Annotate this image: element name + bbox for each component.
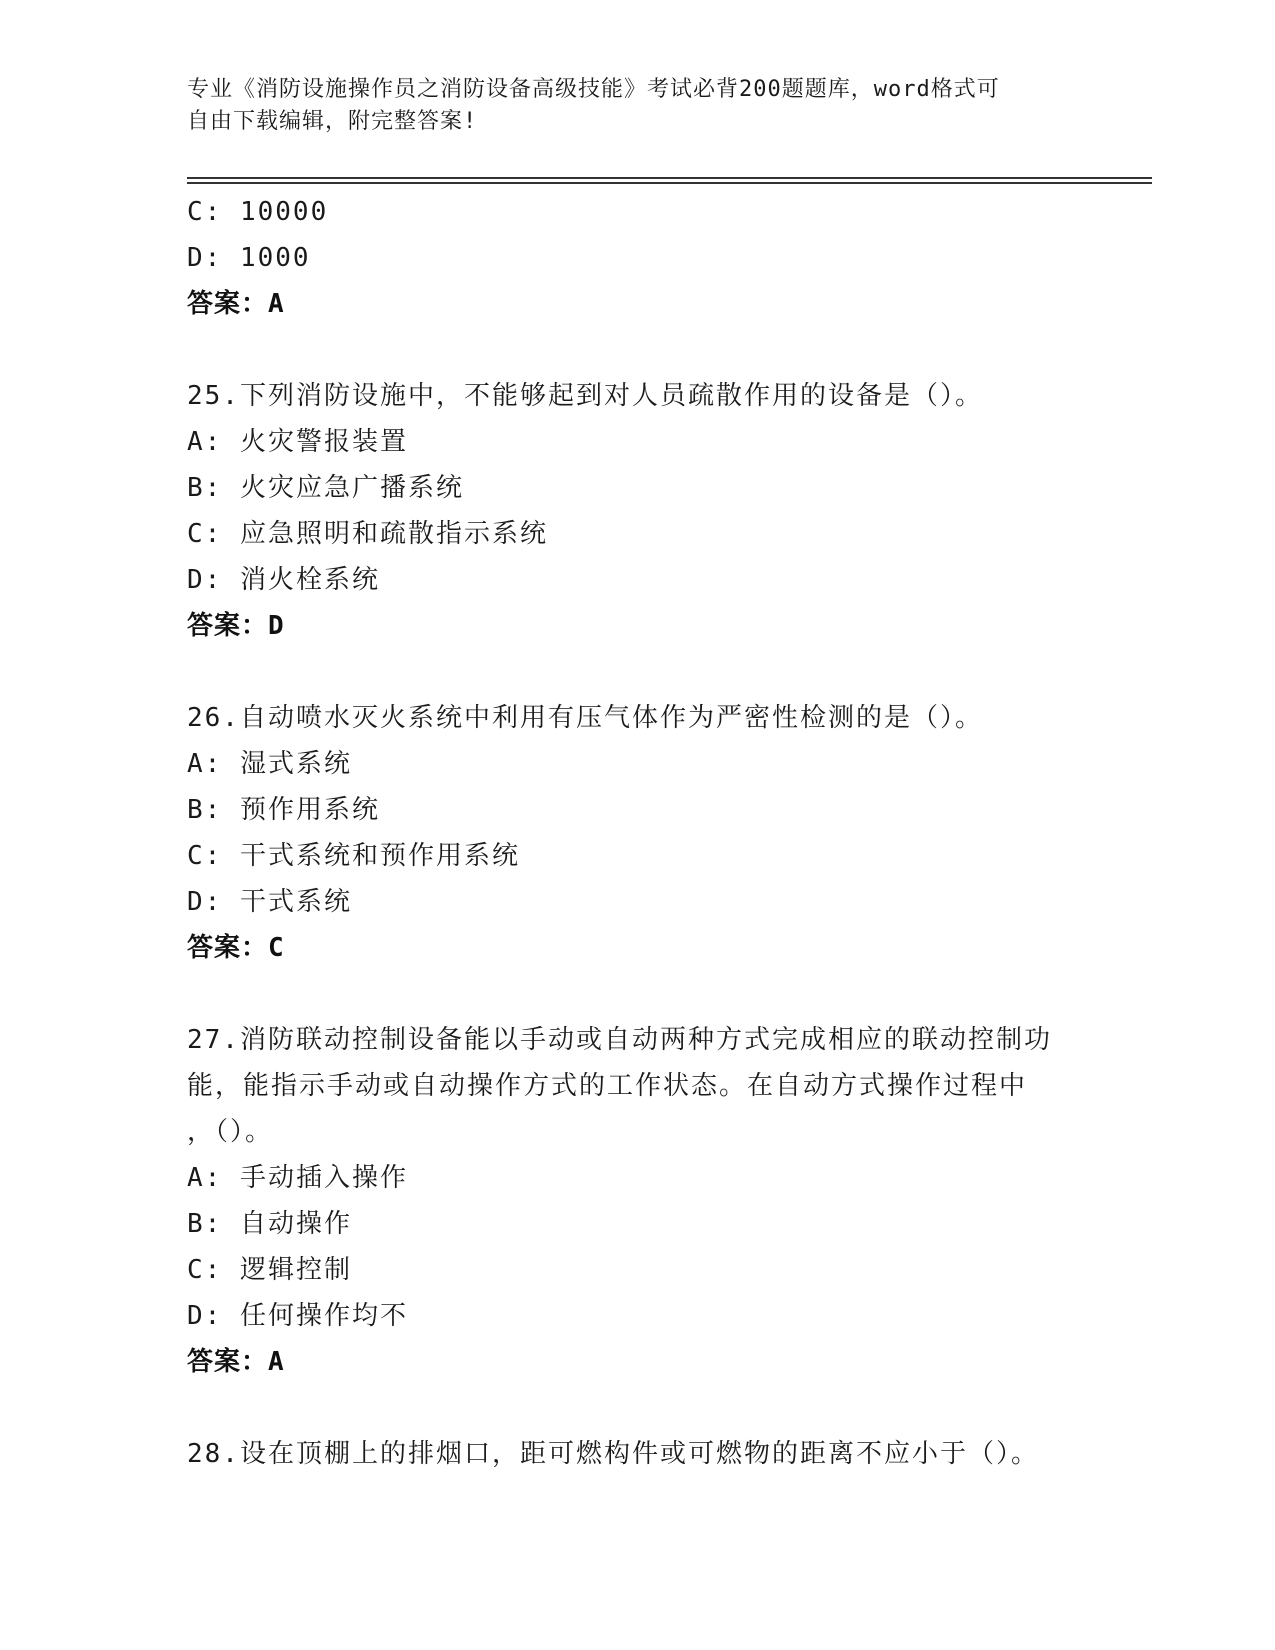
q26-option-c: C: 干式系统和预作用系统 [187, 841, 520, 871]
q26-question: 26.自动喷水灭火系统中利用有压气体作为严密性检测的是（）。 [187, 703, 983, 733]
q27-question-line-2: 能，能指示手动或自动操作方式的工作状态。在自动方式操作过程中 [187, 1071, 1028, 1101]
header-line-2: 自由下载编辑，附完整答案! [187, 109, 478, 134]
spacer [187, 327, 1087, 373]
header-line-1: 专业《消防设施操作员之消防设备高级技能》考试必背200题题库，word格式可 [187, 77, 1000, 102]
q27-answer: 答案：A [187, 1347, 285, 1377]
header-divider-bottom [187, 182, 1152, 184]
q25-option-b: B: 火灾应急广播系统 [187, 473, 464, 503]
spacer [187, 971, 1087, 1017]
question-list [187, 189, 1087, 1477]
q26-option-b: B: 预作用系统 [187, 795, 380, 825]
q25-option-d: D: 消火栓系统 [187, 565, 380, 595]
question-27-block [187, 1017, 1087, 1385]
spacer [187, 1385, 1087, 1431]
question-25-block [187, 373, 1087, 649]
q25-option-a: A: 火灾警报装置 [187, 427, 408, 457]
question-26-block [187, 695, 1087, 971]
header-divider-top [187, 177, 1152, 179]
q24-option-c: C: 10000 [187, 197, 329, 227]
q26-option-a: A: 湿式系统 [187, 749, 352, 779]
q26-option-d: D: 干式系统 [187, 887, 352, 917]
q28-question: 28.设在顶棚上的排烟口，距可燃构件或可燃物的距离不应小于（）。 [187, 1439, 1039, 1469]
q27-option-a: A: 手动插入操作 [187, 1163, 408, 1193]
page-header [187, 74, 1067, 138]
spacer [187, 649, 1087, 695]
q25-option-c: C: 应急照明和疏散指示系统 [187, 519, 548, 549]
question-24-block [187, 189, 1087, 327]
q25-answer: 答案：D [187, 611, 285, 641]
q27-question-line-3: ，（）。 [187, 1117, 274, 1147]
q27-option-b: B: 自动操作 [187, 1209, 352, 1239]
q27-question-line-1: 27.消防联动控制设备能以手动或自动两种方式完成相应的联动控制功 [187, 1025, 1052, 1055]
q24-answer: 答案：A [187, 289, 285, 319]
q24-option-d: D: 1000 [187, 243, 311, 273]
q27-option-d: D: 任何操作均不 [187, 1301, 408, 1331]
question-28-block [187, 1431, 1087, 1477]
q26-answer: 答案：C [187, 933, 285, 963]
q27-option-c: C: 逻辑控制 [187, 1255, 352, 1285]
q25-question: 25.下列消防设施中，不能够起到对人员疏散作用的设备是（）。 [187, 381, 983, 411]
